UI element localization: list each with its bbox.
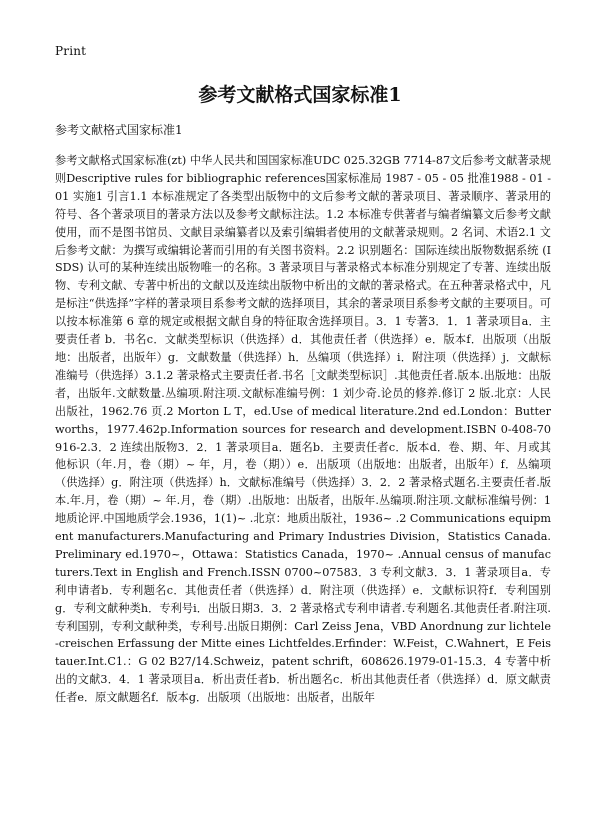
- document-body-text: 参考文献格式国家标准(zt) 中华人民共和国国家标准UDC 025.32GB 7714-87文后参考文献著录规则Descriptive rules for bibliographic references国家标准局 1987 - 05 - 05 批准1988 - 01 - 01 实施1 引言1.1 本标准规定了各类型出版物中的文后参考文献的著录项目、著录顺序、著录用的符号、各个著录项目的著录方法以及参考文献标注法。1.2 本标准专供著者与编者编纂文后参考文献使用，而不是图书馆员、文献目录编纂者以及索引编辑者使用的文献著录规则。2 名词、术语2.1 文后参考文献：为撰写或编辑论著而引用的有关图书资料。2.2 识别题名：国际连续出版物数据系统 (ISDS) 认可的某种连续出版物唯一的名称。3 著录项目与著录格式本标准分别规定了专著、连续出版物、专利文献、专著中析出的文献以及连续出版物中析出的文献的著录格式。在五种著录格式中，凡是标注“供选择”字样的著录项目系参考文献的选择项目，其余的著录项目系参考文献的主要项目。可以按本标准第 6 章的规定或根据文献自身的特征取舍选择项目。3．1 专著3．1．1 著录项目a．主要责任者 b．书名c．文献类型标识（供选择）d．其他责任者（供选择）e．版本f．出版项（出版地：出版者，出版年）g．文献数量（供选择）h．丛编项（供选择）i．附注项（供选择）j．文献标准编号（供选择）3.1.2 著录格式主要责任者.书名［文献类型标识］.其他责任者.版本.出版地：出版者，出版年.文献数量.丛编项.附注项.文献标准编号例：1 刘少奇.论员的修养.修订 2 版.北京：人民出版社，1962.76 页.2 Morton L T，ed.Use of medical literature.2nd ed.London：Butterworths，1977.462p.Information sources for research and development.ISBN 0-408-70916-2.3．2 连续出版物3．2．1 著录项目a．题名b．主要责任者c．版本d．卷、期、年、月或其他标识（年.月，卷（期）~ 年，月，卷（期））e．出版项（出版地：出版者，出版年）f．丛编项（供选择）g．附注项（供选择）h．文献标准编号（供选择）3．2．2 著录格式题名.主要责任者.版本.年.月，卷（期）~ 年.月，卷（期）.出版地：出版者，出版年.丛编项.附注项.文献标准编号例：1 地质论评.中国地质学会.1936，1(1)~ .北京：地质出版社，1936~ .2 Communications equipment manufacturers.Manufacturing and Primary Industries Division，Statistics Canada.Preliminary ed.1970~，Ottawa：Statistics Canada，1970~ .Annual census of manufacturers.Text in English and French.ISSN 0700~07583．3 专利文献3．3．1 著录项目a．专利申请者b．专利题名c．其他责任者（供选择）d．附注项（供选择）e．文献标识符f．专利国别g．专利文献种类h．专利号i．出版日期3．3．2 著录格式专利申请者.专利题名.其他责任者.附注项.专利国别，专利文献种类，专利号.出版日期例：Carl Zeiss Jena，VBD Anordnung zur lichtele-creischen Erfassung der Mitte eines Lichtfeldes.Erfinder：W.Feist，C.Wahnert，E Feistauer.Int.C1.：G 02 B27/14.Schweiz，patent schrift，608626.1979-01-15.3．4 专著中析出的文献3．4．1 著录项目a．析出责任者b．析出题名c．析出其他责任者（供选择）d．原文献责任者e．原文献题名f．版本g．出版项（出版地：出版者，出版年: [55, 154, 551, 705]
- page-subtitle: 参考文献格式国家标准1: [55, 123, 183, 137]
- print-label[interactable]: Print: [55, 44, 87, 58]
- page-title: 参考文献格式国家标准1: [198, 84, 402, 106]
